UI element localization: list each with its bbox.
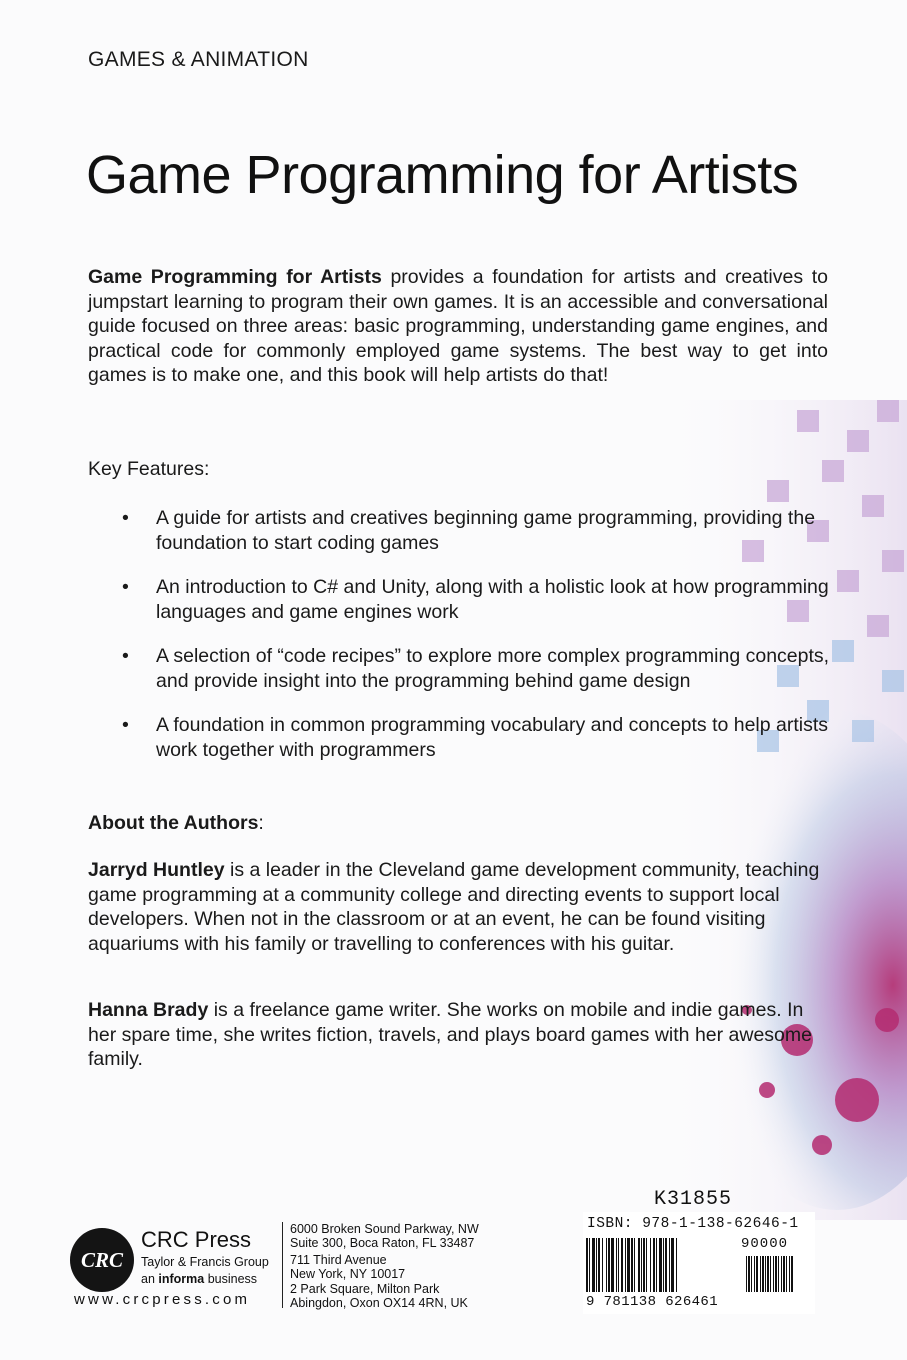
bullet-icon: • [122, 714, 129, 736]
barcode-bar [671, 1238, 674, 1292]
address-block-1 [290, 1222, 479, 1250]
address-line: 2 Park Square, Milton Park [290, 1282, 440, 1296]
barcode-bar [641, 1238, 642, 1292]
barcode-addon-bar [775, 1256, 777, 1292]
barcode-bar [653, 1238, 655, 1292]
address-line: Abingdon, Oxon OX14 4RN, UK [290, 1296, 468, 1310]
list-item [122, 644, 842, 693]
barcode-bar [618, 1238, 619, 1292]
barcode-bar [665, 1238, 667, 1292]
description-text: provides a foundation for artists and creatives to jumpstart learning to program their own games. It is an accessible and conversational guide focused on three areas: basic programming, understanding game engines, and practical code for commonly employed game systems. The best way to get into games is to make one, and this book will help artists do that! [88, 266, 828, 386]
barcode-bar [650, 1238, 651, 1292]
bullet-icon: • [122, 576, 129, 598]
author-bio-text: is a leader in the Cleveland game development community, teaching game programming at a community college and directing events to support local developers. When not in the classroom or at an event, he can be found visiting aquariums with his family or travelling to conferences with his guitar. [88, 859, 820, 955]
barcode-bar [625, 1238, 626, 1292]
barcode-addon-bar [765, 1256, 766, 1292]
barcode-addon-bar [770, 1256, 771, 1292]
about-authors-heading [88, 812, 264, 835]
series-label: GAMES & ANIMATION [88, 48, 309, 71]
crc-logo-icon: CRC [70, 1228, 134, 1292]
barcode-bar [627, 1238, 630, 1292]
list-item [122, 713, 842, 762]
about-heading-colon: : [258, 812, 264, 834]
barcode-addon-bar [762, 1256, 764, 1292]
key-features-list [122, 506, 842, 782]
barcode-addon-bar [748, 1256, 750, 1292]
barcode-bar [663, 1238, 664, 1292]
address-block-2 [290, 1253, 405, 1281]
bullet-icon: • [122, 507, 129, 529]
barcode-addon-bar [778, 1256, 779, 1292]
barcode-bar [643, 1238, 645, 1292]
barcode-bar [596, 1238, 597, 1292]
feature-text: An introduction to C# and Unity, along with a holistic look at how programming languages and game engines work [156, 576, 829, 623]
author-bio-text: is a freelance game writer. She works on mobile and indie games. In her spare time, she writes fiction, travels, and plays board games with her awesome family. [88, 999, 812, 1070]
author-bio-1 [88, 858, 828, 956]
barcode-bar [616, 1238, 617, 1292]
barcode-addon-bar [754, 1256, 755, 1292]
barcode-bar [589, 1238, 590, 1292]
publisher-name: CRC Press [141, 1227, 252, 1252]
address-line: 711 Third Avenue [290, 1253, 387, 1267]
book-title: Game Programming for Artists [86, 145, 799, 205]
publisher-subtitle: Taylor & Francis Group [141, 1255, 269, 1269]
barcode-addon-bar [767, 1256, 769, 1292]
barcode-bar [659, 1238, 662, 1292]
address-block-3 [290, 1282, 468, 1310]
bullet-icon: • [122, 645, 129, 667]
barcode-addon-digits: 90000 [741, 1236, 789, 1252]
barcode-addon-bar [783, 1256, 785, 1292]
barcode-addon-bar [789, 1256, 790, 1292]
barcode-addon-bar [781, 1256, 782, 1292]
barcode-bar [611, 1238, 614, 1292]
barcode-bar [634, 1238, 635, 1292]
informa-brand: informa [158, 1272, 205, 1286]
barcode-addon-bar [773, 1256, 774, 1292]
barcode-bar [598, 1238, 600, 1292]
barcode-addon-bar [756, 1256, 758, 1292]
publisher-url: www.crcpress.com [74, 1291, 251, 1308]
author-bio-2 [88, 998, 828, 1072]
barcode-addon-bar [791, 1256, 793, 1292]
barcode-addon-bar [786, 1256, 787, 1292]
informa-prefix: an [141, 1272, 159, 1286]
feature-text: A foundation in common programming vocabulary and concepts to help artists work together with programmers [156, 714, 829, 761]
key-features-label: Key Features: [88, 458, 210, 480]
barcode-bar [669, 1238, 670, 1292]
barcode-addon-bar [760, 1256, 761, 1292]
feature-text: A selection of “code recipes” to explore more complex programming concepts, and provide insight into the programming behind game design [156, 645, 830, 692]
about-heading-text: About the Authors [88, 812, 259, 834]
barcode-bar [608, 1238, 610, 1292]
address-line: Suite 300, Boca Raton, FL 33487 [290, 1236, 475, 1250]
address-line: New York, NY 10017 [290, 1267, 406, 1281]
list-item [122, 575, 842, 624]
list-item [122, 506, 842, 555]
barcode-digits: 9 781138 626461 [586, 1294, 719, 1310]
barcode-bar [656, 1238, 657, 1292]
address-line: 6000 Broken Sound Parkway, NW [290, 1222, 479, 1236]
barcode-bar [676, 1238, 677, 1292]
description-lead: Game Programming for Artists [88, 266, 382, 288]
address-divider [282, 1222, 283, 1308]
barcode-bar [631, 1238, 633, 1292]
author-name: Jarryd Huntley [88, 859, 225, 881]
isbn-text: ISBN: 978-1-138-62646-1 [587, 1216, 799, 1232]
barcode-bar [586, 1238, 588, 1292]
barcode-bar [592, 1238, 595, 1292]
barcode-addon-bar [746, 1256, 747, 1292]
informa-tagline [141, 1272, 257, 1286]
barcode-bar [646, 1238, 647, 1292]
book-description [88, 265, 828, 388]
feature-text: A guide for artists and creatives beginning game programming, providing the foundation to start coding games [156, 507, 816, 554]
barcode-addon-bar [751, 1256, 752, 1292]
informa-suffix: business [204, 1272, 258, 1286]
barcode-bar [638, 1238, 640, 1292]
product-code: K31855 [654, 1188, 733, 1211]
barcode-bar [606, 1238, 607, 1292]
author-name: Hanna Brady [88, 999, 209, 1021]
barcode-bar [602, 1238, 603, 1292]
barcode-bar [621, 1238, 623, 1292]
